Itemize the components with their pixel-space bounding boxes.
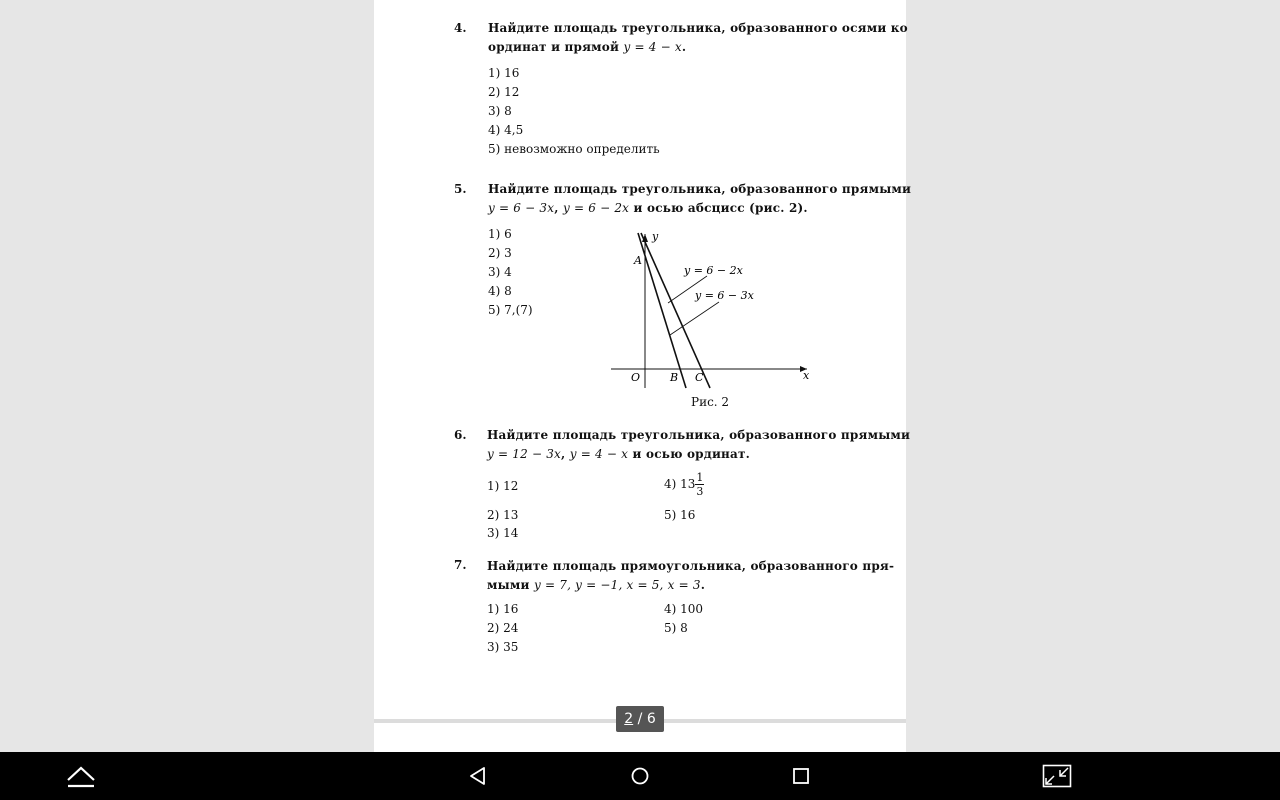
question-6-line1: Найдите площадь треугольника, образованного прямыми	[487, 428, 911, 442]
hide-navbar-button[interactable]	[51, 752, 111, 800]
option-4-mixed-fraction	[664, 471, 704, 498]
question-5-equation-b: y = 6 − 2x	[562, 201, 630, 215]
question-6-number: 6.	[454, 428, 467, 442]
question-5-separator: ,	[554, 201, 563, 215]
question-6-line2-suffix: и осью ординат.	[628, 447, 751, 461]
question-6-equation-b: y = 4 − x	[569, 447, 629, 461]
home-button[interactable]	[610, 752, 670, 800]
option-4-prefix: 4) 13	[664, 477, 696, 491]
question-5-options	[488, 225, 533, 320]
label-point-b: B	[670, 371, 679, 384]
question-7-options-right	[664, 600, 703, 638]
option: 3) 35	[487, 640, 519, 654]
option: 1) 16	[488, 66, 520, 80]
page-separator-text: /	[633, 711, 647, 727]
question-5-line2-suffix: и осью абсцисс (рис. 2).	[629, 201, 808, 215]
option: 1) 16	[487, 602, 519, 616]
question-5-line2	[488, 199, 854, 218]
option: 2) 24	[487, 621, 519, 635]
option: 5) 8	[664, 621, 688, 635]
question-4-line2-suffix: .	[681, 40, 687, 54]
option: 3) 4	[488, 265, 512, 279]
option: 5) невозможно определить	[488, 142, 660, 156]
fraction	[695, 471, 704, 498]
option: 1) 6	[488, 227, 512, 241]
option: 1) 12	[487, 479, 519, 493]
question-4-line2-prefix: ординат и прямой	[488, 40, 624, 54]
option: 4) 100	[664, 602, 704, 616]
line-y-6-2x	[641, 233, 710, 388]
question-7-number: 7.	[454, 558, 467, 572]
question-7-line1: Найдите площадь прямоугольника, образованного пря-	[487, 559, 895, 573]
label-y: y	[652, 230, 659, 243]
hide-navbar-icon	[65, 764, 97, 788]
page-indicator[interactable]	[616, 706, 664, 732]
system-navigation-bar	[0, 752, 1280, 800]
option: 2) 13	[487, 508, 519, 522]
question-4-text	[488, 19, 908, 57]
page-total: 6	[646, 711, 656, 727]
question-5-equation-a: y = 6 − 3x	[488, 201, 555, 215]
question-5-number: 5.	[454, 182, 467, 196]
figure-2-graph	[609, 228, 814, 393]
option: 2) 3	[488, 246, 512, 260]
question-7-options-left	[487, 600, 518, 657]
figure-caption: Рис. 2	[691, 395, 730, 409]
option: 5) 7,(7)	[488, 303, 533, 317]
document-page	[374, 0, 912, 720]
option: 3) 8	[488, 104, 512, 118]
option: 4) 8	[488, 284, 512, 298]
question-7-text	[487, 557, 895, 595]
question-5-line1: Найдите площадь треугольника, образованного прямыми	[488, 182, 912, 196]
question-5-text	[488, 180, 912, 218]
option: 5) 16	[664, 508, 696, 522]
question-4-number: 4.	[454, 21, 467, 35]
option: 2) 12	[488, 85, 520, 99]
home-icon	[630, 766, 650, 786]
page-current: 2	[624, 711, 634, 727]
recents-button[interactable]	[771, 752, 831, 800]
question-7-line2-prefix: мыми	[487, 578, 534, 592]
question-6-line2	[487, 445, 853, 464]
label-origin: O	[631, 371, 641, 384]
question-7-line2-suffix: .	[700, 578, 706, 592]
line-label-y-6-2x: y = 6 − 2x	[684, 264, 743, 277]
question-4-line1: Найдите площадь треугольника, образованного осями ко	[488, 21, 908, 35]
label-x: x	[803, 369, 810, 382]
question-7-equations: y = 7, y = −1, x = 5, x = 3	[533, 578, 701, 592]
question-4-line2	[488, 38, 854, 57]
question-4-equation: y = 4 − x	[623, 40, 682, 54]
screen-zoom-button[interactable]	[1027, 752, 1087, 800]
leader-line-2	[670, 302, 719, 335]
back-icon	[468, 766, 488, 786]
back-button[interactable]	[448, 752, 508, 800]
option: 4) 4,5	[488, 123, 524, 137]
label-point-a: A	[634, 254, 642, 267]
label-point-c: C	[695, 371, 704, 384]
question-6-text	[487, 426, 911, 464]
line-label-y-6-3x: y = 6 − 3x	[695, 289, 754, 302]
screen-zoom-icon	[1042, 764, 1072, 788]
question-4-options	[488, 64, 660, 159]
fraction-denominator: 3	[696, 485, 704, 498]
question-6-separator: ,	[561, 447, 570, 461]
fraction-numerator: 1	[696, 471, 704, 484]
option: 3) 14	[487, 526, 519, 540]
question-7-line2	[487, 576, 853, 595]
recents-icon	[791, 766, 811, 786]
question-6-equation-a: y = 12 − 3x	[487, 447, 562, 461]
